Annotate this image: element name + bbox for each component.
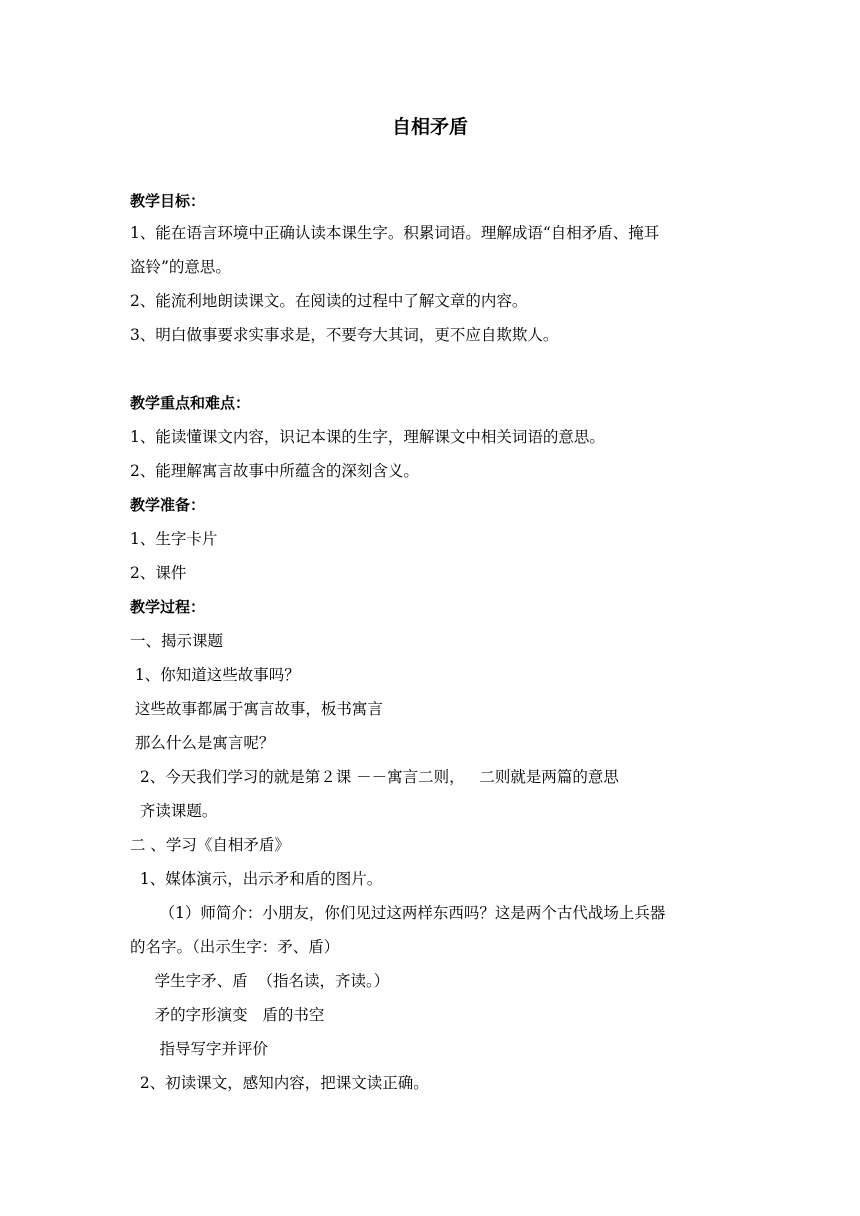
process-line: 这些故事都属于寓言故事，板书寓言 (130, 700, 383, 718)
process-line: 一、揭示课题 (130, 632, 224, 650)
objective-line: 盗铃”的意思。 (130, 258, 231, 276)
objective-line: 3、明白做事要求实事求是，不要夸大其词，更不应自欺欺人。 (130, 326, 559, 344)
key-points-heading: 教学重点和难点： (130, 394, 251, 412)
preparation-line: 1、生字卡片 (130, 530, 218, 548)
objectives-heading: 教学目标： (130, 192, 206, 210)
process-line: 学生字矛、盾 （指名读，齐读。） (130, 972, 390, 990)
process-line: 矛的字形演变 盾的书空 (130, 1006, 325, 1024)
preparation-line: 2、课件 (130, 564, 187, 582)
process-line: 齐读课题。 (130, 802, 218, 820)
process-line: （1）师简介：小朋友，你们见过这两样东西吗？这是两个古代战场上兵器 (130, 904, 666, 922)
process-line: 指导写字并评价 (130, 1040, 269, 1058)
objective-line: 2、能流利地朗读课文。在阅读的过程中了解文章的内容。 (130, 292, 528, 310)
process-line: 那么什么是寓言呢？ (130, 734, 275, 752)
process-line: 的名字。（出示生字：矛、盾） (130, 938, 340, 956)
preparation-heading: 教学准备： (130, 496, 206, 514)
key-point-line: 1、能读懂课文内容，识记本课的生字，理解课文中相关词语的意思。 (130, 428, 605, 446)
process-line: 1、你知道这些故事吗？ (130, 666, 300, 684)
key-point-line: 2、能理解寓言故事中所蕴含的深刻含义。 (130, 462, 419, 480)
process-line: 1、媒体演示，出示矛和盾的图片。 (130, 870, 383, 888)
objective-line: 1、能在语言环境中正确认读本课生字。积累词语。理解成语“自相矛盾、掩耳 (130, 224, 660, 242)
process-line: 二 、学习《自相矛盾》 (130, 836, 290, 854)
process-line: 2、初读课文，感知内容，把课文读正确。 (130, 1074, 429, 1092)
process-heading: 教学过程： (130, 598, 206, 616)
process-line: 2、今天我们学习的就是第２课 －－寓言二则， 二则就是两篇的意思 (130, 768, 619, 786)
document-title: 自相矛盾 (391, 116, 468, 138)
